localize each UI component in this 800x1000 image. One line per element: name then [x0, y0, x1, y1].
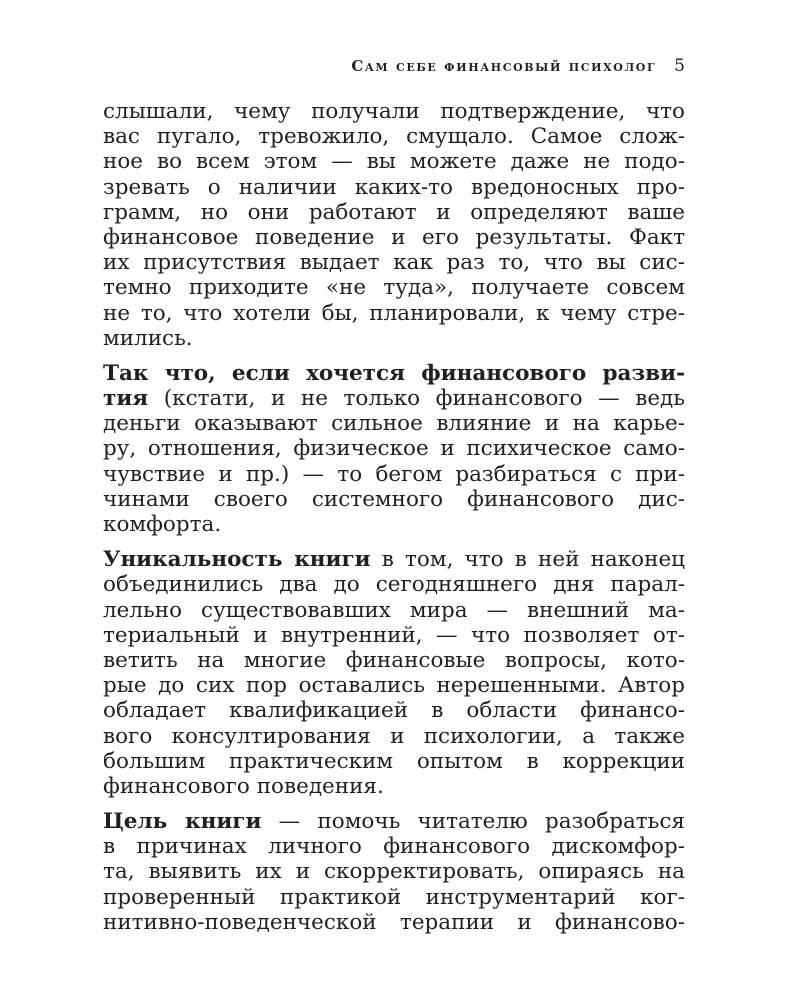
text-line [103, 361, 685, 386]
text-line [103, 648, 685, 673]
text-line [103, 910, 685, 935]
running-head [103, 54, 685, 78]
text-line [103, 250, 685, 275]
text-segment: — помочь читателю разобраться [261, 809, 685, 835]
text-segment: проверенный практикой инструментарий ког- [103, 884, 685, 910]
text-segment: обладает квалификацией в области финансо- [103, 698, 685, 724]
text-line [103, 275, 685, 300]
text-line [103, 225, 685, 250]
text-line [103, 749, 685, 774]
text-line [103, 326, 685, 351]
bold-lead-in: Уникальность книги [103, 547, 371, 573]
text-segment: в том, что в ней наконец [370, 547, 685, 573]
paragraph [103, 99, 685, 351]
text-segment: рые до сих пор оставались нерешенными. Автор [103, 673, 685, 699]
text-line [103, 834, 685, 859]
text-segment: ветить на многие финансовые вопросы, кото- [103, 647, 685, 673]
text-line [103, 175, 685, 200]
paragraph [103, 547, 685, 799]
text-line [103, 200, 685, 225]
text-line [103, 885, 685, 910]
text-line [103, 547, 685, 572]
text-line [103, 673, 685, 698]
text-line [103, 124, 685, 149]
text-line [103, 99, 685, 124]
text-segment: та, выявить их и скорректировать, опираясь на [103, 859, 685, 885]
text-line [103, 149, 685, 174]
text-line [103, 386, 685, 411]
text-segment: вого консултирования и психологии, а также [103, 723, 685, 749]
text-line [103, 598, 685, 623]
text-line [103, 724, 685, 749]
text-segment: лельно существовавших мира — внешний ма- [103, 597, 685, 623]
text-segment: финансовое поведение и его результаты. Факт [103, 224, 685, 250]
text-line [103, 512, 685, 537]
text-segment: вас пугало, тревожило, смущало. Самое слож- [103, 124, 685, 150]
text-segment: нитивно-поведенческой терапии и финансово- [103, 909, 685, 935]
bold-lead-in: Цель книги [103, 809, 262, 835]
text-line [103, 462, 685, 487]
text-segment: зревать о наличии каких-то вредоносных про- [103, 174, 685, 200]
bold-lead-in: Так что, если хочется финансового разви- [103, 360, 685, 386]
text-line [103, 859, 685, 884]
text-line [103, 572, 685, 597]
paragraph [103, 809, 685, 935]
text-segment: финансового поведения. [103, 773, 384, 799]
text-segment: темно приходите «не туда», получаете совсем [103, 275, 685, 301]
text-segment: большим практическим опытом в коррекции [103, 748, 685, 774]
body-text [103, 99, 685, 945]
text-line [103, 809, 685, 834]
running-title: Сам себе финансовый психолог [351, 57, 657, 75]
text-line [103, 774, 685, 799]
text-segment: териальный и внутренний, — что позволяет от- [103, 622, 685, 648]
text-segment: чувствие и пр.) — то бегом разбираться с при- [103, 461, 685, 487]
text-segment: (кстати, и не только финансового — ведь [148, 386, 685, 412]
page-number: 5 [674, 56, 685, 76]
text-segment: комфорта. [103, 512, 222, 537]
text-line [103, 301, 685, 326]
text-segment: объединились два до сегодняшнего дня парал- [103, 572, 685, 598]
text-segment: не то, что хотели бы, планировали, к чему стре- [103, 300, 685, 326]
text-line [103, 623, 685, 648]
text-line [103, 436, 685, 461]
text-line [103, 487, 685, 512]
text-line [103, 411, 685, 436]
text-segment: чинами своего системного финансового дис- [103, 486, 685, 512]
text-segment: в причинах личного финансового дискомфор- [103, 834, 685, 860]
text-segment: деньги оказывают сильное влияние и на карье- [103, 411, 685, 437]
paragraph [103, 361, 685, 537]
text-segment: грамм, но они работают и определяют ваше [103, 199, 685, 225]
text-segment: ру, отношения, физическое и психическое само- [103, 436, 685, 462]
text-line [103, 698, 685, 723]
text-segment: мились. [103, 325, 193, 351]
bold-lead-in: тия [103, 386, 149, 412]
text-segment: их присутствия выдает как раз то, что вы сис- [103, 250, 685, 276]
text-segment: слышали, чему получали подтверждение, что [103, 99, 685, 124]
text-segment: ное во всем этом — вы можете даже не подо- [103, 149, 685, 175]
